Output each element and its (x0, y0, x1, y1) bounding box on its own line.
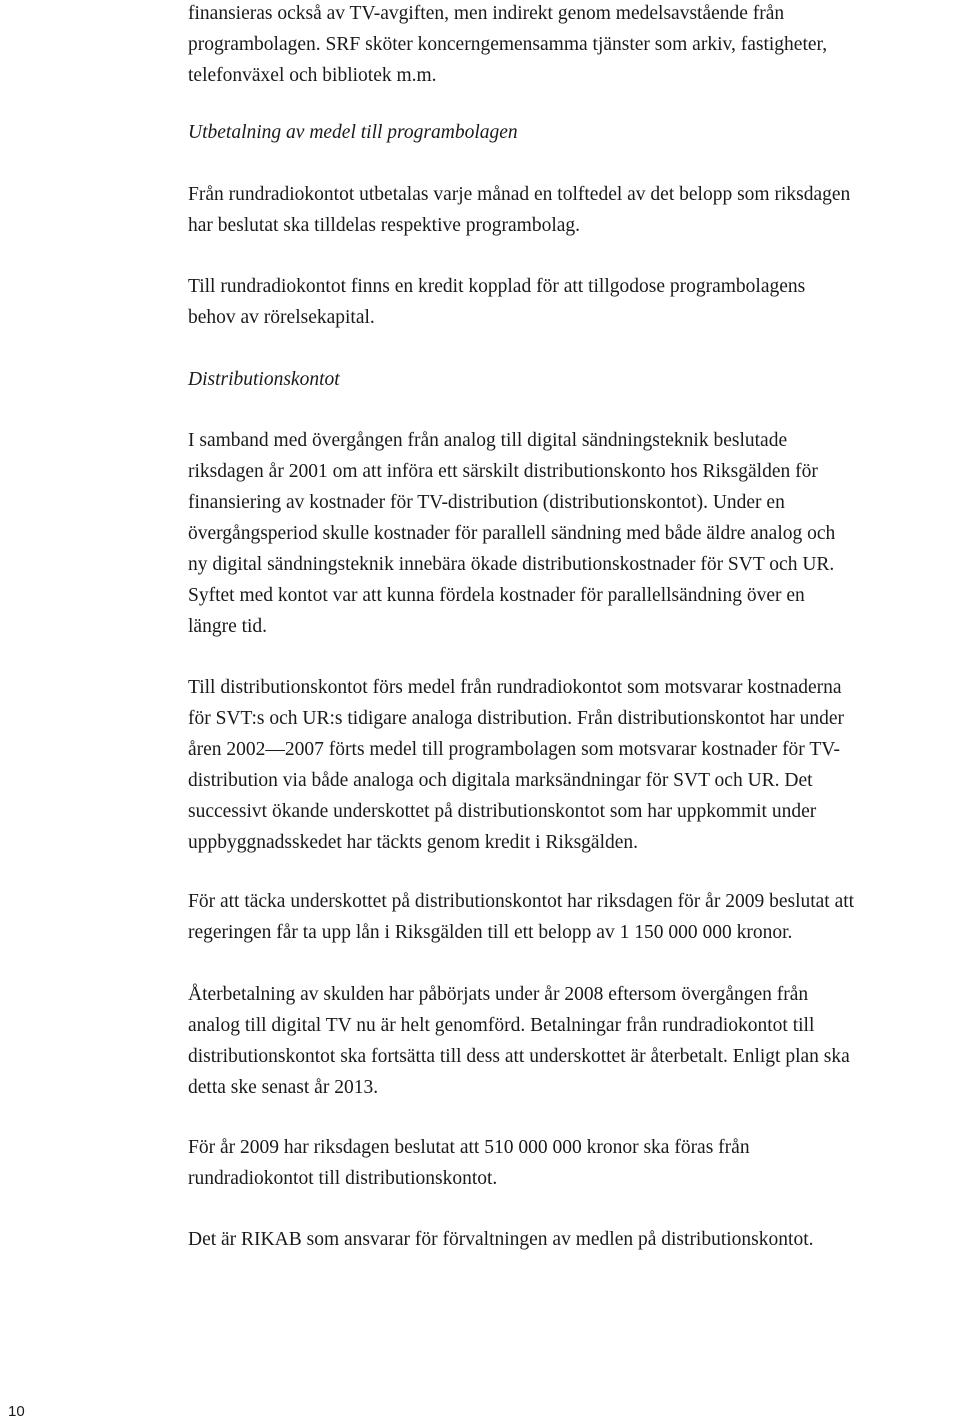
intro-paragraph (188, 0, 960, 91)
paragraph (188, 979, 960, 1103)
text-line: Från rundradiokontot utbetalas varje månad en tolftedel av det belopp som riksdagen (188, 184, 851, 205)
text-line: successivt ökande underskottet på distributionskontot som har uppkommit under (188, 801, 817, 822)
text-line: distribution via både analoga och digitala marksändningar för SVT och UR. Det (188, 770, 813, 791)
paragraph (188, 886, 960, 948)
text-line: Syftet med kontot var att kunna fördela kostnader för parallellsändning över en (188, 585, 805, 606)
text-line: har beslutat ska tilldelas respektive programbolag. (188, 215, 581, 236)
text-line: längre tid. (188, 616, 268, 637)
text-line: uppbyggnadsskedet har täckts genom kredit i Riksgälden. (188, 832, 639, 853)
text-line: åren 2002—2007 förts medel till programbolagen som motsvarar kostnader för TV- (188, 739, 841, 760)
text-line: Återbetalning av skulden har påbörjats under år 2008 eftersom övergången från (188, 984, 809, 1005)
text-line: regeringen får ta upp lån i Riksgälden till ett belopp av 1 150 000 000 kronor. (188, 922, 793, 943)
section-heading-utbetalning (188, 117, 960, 148)
paragraph (188, 425, 960, 642)
section-heading-distributionskontot (188, 364, 960, 395)
text-line: övergångsperiod skulle kostnader för parallell sändning med både äldre analog och (188, 523, 836, 544)
paragraph (188, 271, 960, 333)
text-line: detta ske senast år 2013. (188, 1077, 379, 1098)
text-line: analog till digital TV nu är helt genomförd. Betalningar från rundradiokontot till (188, 1015, 815, 1036)
page-number: 10 (8, 1403, 25, 1420)
text-line: finansieras också av TV-avgiften, men indirekt genom medelsavstående från (188, 3, 785, 24)
text-line: ny digital sändningsteknik innebära ökade distributionskostnader för SVT och UR. (188, 554, 835, 575)
text-line: Till distributionskontot förs medel från rundradiokontot som motsvarar kostnaderna (188, 677, 842, 698)
paragraph (188, 1132, 960, 1194)
paragraph (188, 179, 960, 241)
text-line: riksdagen år 2001 om att införa ett särskilt distributionskonto hos Riksgälden för (188, 461, 818, 482)
heading-text: Distributionskontot (188, 369, 340, 390)
text-line: programbolagen. SRF sköter koncerngemensamma tjänster som arkiv, fastigheter, (188, 34, 828, 55)
text-line: distributionskontot ska fortsätta till dess att underskottet är återbetalt. Enligt plan ska (188, 1046, 850, 1067)
paragraph (188, 672, 960, 858)
text-line: I samband med övergången från analog till digital sändningsteknik beslutade (188, 430, 788, 451)
paragraph (188, 1224, 960, 1255)
text-line: rundradiokontot till distributionskontot. (188, 1168, 498, 1189)
text-line: Det är RIKAB som ansvarar för förvaltningen av medlen på distributionskontot. (188, 1229, 814, 1250)
text-line: finansiering av kostnader för TV-distribution (distributionskontot). Under en (188, 492, 785, 513)
text-line: telefonväxel och bibliotek m.m. (188, 65, 437, 86)
text-line: behov av rörelsekapital. (188, 307, 375, 328)
text-line: För år 2009 har riksdagen beslutat att 510 000 000 kronor ska föras från (188, 1137, 750, 1158)
text-line: För att täcka underskottet på distributionskontot har riksdagen för år 2009 beslutat att (188, 891, 855, 912)
heading-text: Utbetalning av medel till programbolagen (188, 122, 518, 143)
text-line: Till rundradiokontot finns en kredit kopplad för att tillgodose programbolagens (188, 276, 806, 297)
text-line: för SVT:s och UR:s tidigare analoga distribution. Från distributionskontot har under (188, 708, 844, 729)
